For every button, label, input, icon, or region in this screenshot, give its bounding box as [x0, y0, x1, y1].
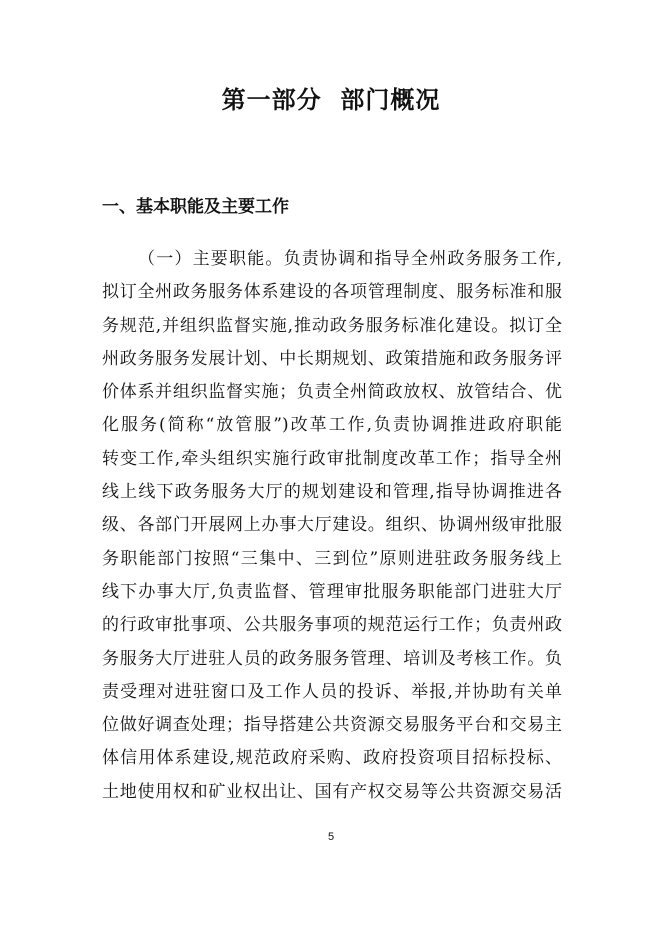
paragraph-line: 拟订全州政务服务体系建设的各项管理制度、服务标准和服	[102, 282, 562, 303]
paragraph-line: 价体系并组织监督实施；负责全州简政放权、放管结合、优	[102, 382, 562, 403]
paragraph-line: 化服务(简称“放管服”)改革工作,负责协调推进政府职能	[102, 415, 562, 436]
paragraph-line: 的行政审批事项、公共服务事项的规范运行工作；负责州政	[102, 615, 562, 636]
section-heading: 一、基本职能及主要工作	[102, 197, 289, 217]
paragraph-line: 州政务服务发展计划、中长期规划、政策措施和政务服务评	[102, 348, 562, 369]
page-title: 第一部分 部门概况	[221, 86, 441, 114]
paragraph-line: 务职能部门按照“三集中、三到位”原则进驻政务服务线上	[102, 548, 562, 569]
paragraph-line: （一）主要职能。负责协调和指导全州政务服务工作,	[138, 249, 562, 269]
paragraph-line: 线上线下政务服务大厅的规划建设和管理,指导协调推进各	[102, 482, 562, 503]
paragraph-line: 土地使用权和矿业权出让、国有产权交易等公共资源交易活	[102, 781, 562, 802]
body-paragraph	[102, 246, 562, 812]
paragraph-line: 责受理对进驻窗口及工作人员的投诉、举报,并协助有关单	[102, 681, 562, 702]
paragraph-line: 线下办事大厅,负责监督、管理审批服务职能部门进驻大厅	[102, 581, 562, 602]
paragraph-line: 体信用体系建设,规范政府采购、政府投资项目招标投标、	[102, 748, 562, 769]
paragraph-line: 转变工作,牵头组织实施行政审批制度改革工作；指导全州	[102, 448, 562, 469]
paragraph-line: 位做好调查处理；指导搭建公共资源交易服务平台和交易主	[102, 715, 562, 736]
paragraph-line: 级、各部门开展网上办事大厅建设。组织、协调州级审批服	[102, 515, 562, 536]
paragraph-line: 务服务大厅进驻人员的政务服务管理、培训及考核工作。负	[102, 648, 562, 669]
paragraph-line: 务规范,并组织监督实施,推动政务服务标准化建设。拟订全	[102, 315, 562, 336]
page-number: 5	[327, 831, 335, 843]
